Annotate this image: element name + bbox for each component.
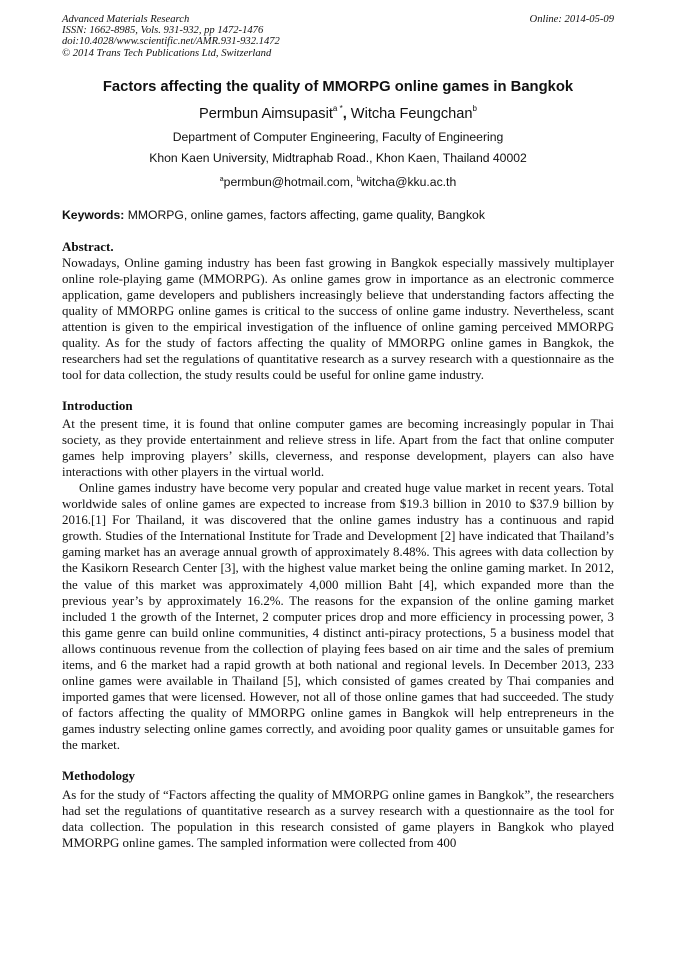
author-2-superscript: b — [472, 103, 477, 113]
email-a-superscript: a — [219, 175, 224, 183]
email-b-superscript: b — [356, 175, 361, 183]
email-a: permbun@hotmail.com, — [223, 174, 357, 189]
journal-name: Advanced Materials Research — [62, 14, 190, 25]
methodology-heading: Methodology — [62, 767, 135, 783]
journal-header — [62, 14, 614, 59]
abstract-text: Nowadays, Online gaming industry has been fast growing in Bangkok especially massively multiplayer online role-playing game (MMORPG). As online games grow in importance as an electronic commerce application, game developers and publishers increasingly believe that understanding factors affecting the quality of MMORPG online games is critical to the success of online game industry. Nevertheless, scant attention is given to the empirical investigation of the influence of online gaming perceived MMORPG quality. As for the study of factors affecting the quality of MMORPG online games in Bangkok, the researchers had set the regulations of quantitative research as a survey research with a questionnaire as the tool for data collection, the study results could be useful for online game industry. — [62, 255, 614, 383]
journal-doi: doi:10.4028/www.scientific.net/AMR.931-932.1472 — [62, 36, 280, 48]
journal-issn: ISSN: 1662-8985, Vols. 931-932, pp 1472-1476 — [62, 25, 264, 37]
keywords — [62, 207, 614, 223]
email-b: witcha@kku.ac.th — [360, 174, 457, 189]
introduction-paragraph-1: At the present time, it is found that online computer games are becoming increasingly popular in Thai society, as they provide entertainment and relieve stress in life. Apart from the fact that online computer games help improving players’ skills, cleverness, and response development, players can also have interactions with other players in the virtual world. — [62, 416, 614, 479]
methodology-paragraph-1: As for the study of “Factors affecting the quality of MMORPG online games in Bangkok”, the researchers had set the regulations of quantitative research as a survey research with a questionnaire as the tool for data collection. The population in this research consisted of game players in Bangkok who played MMORPG online games. The sampled information were collected from 400 — [62, 787, 614, 850]
affiliation-address: Khon Kaen University, Midtraphab Road., Khon Kaen, Thailand 40002 — [149, 150, 527, 165]
paper-title: Factors affecting the quality of MMORPG online games in Bangkok — [102, 78, 574, 95]
introduction-paragraph-2: Online games industry have become very popular and created huge value market in recent years. Total worldwide sales of online games are expected to increase from $19.3 billion in 2010 to $37.9 billion by 2016.[1] For Thailand, it was discovered that the online games industry has a continuous and rapid growth. Studies of the International Institute for Trade and Development [2] have indicated that Thailand’s gaming market has an average annual growth of approximately 8.48%. This agrees with data collection by the Kasikorn Research Center [3], with the highest value market being the online gaming market. In 2012, the value of this market was approximately 4,000 million Baht [4], which expanded more than the previous year’s by approximately 16.2%. The reasons for the expansion of the online gaming market included 1 the growth of the Internet, 2 computer prices drop and more efficiency in processing power, 3 this game genre can build online communities, 4 distinct anti-piracy protections, 5 a business model that allows continuous revenue from the collection of playing fees based on air time and the sales of premium items, and 6 the market had a rapid growth at both national and regional levels. In December 2013, 233 online games were available in Thailand [5], which consisted of games created by Thai companies and imported games that were licensed. However, not all of those online games that had succeeded. The study of factors affecting the quality of MMORPG online games in Bangkok will help entrepreneurs in the games industry selecting online games correctly, and avoiding poor quality games or unsuitable games for the market. — [62, 480, 614, 753]
keywords-label: Keywords: — [62, 207, 125, 222]
author-separator: , — [342, 105, 351, 122]
abstract-heading: Abstract. — [62, 238, 114, 254]
paper-page — [62, 14, 614, 851]
author-emails — [62, 169, 614, 193]
author-2: Witcha Feungchan — [350, 105, 473, 122]
affiliation-department: Department of Computer Engineering, Faculty of Engineering — [172, 129, 504, 144]
author-1: Permbun Aimsupasit — [199, 105, 333, 122]
author-1-superscript: a * — [332, 103, 343, 113]
author-line — [62, 99, 614, 124]
introduction-heading: Introduction — [62, 397, 133, 413]
keywords-text: MMORPG, online games, factors affecting, game quality, Bangkok — [124, 207, 485, 222]
online-date: Online: 2014-05-09 — [529, 14, 614, 25]
journal-copyright: © 2014 Trans Tech Publications Ltd, Switzerland — [62, 47, 272, 59]
